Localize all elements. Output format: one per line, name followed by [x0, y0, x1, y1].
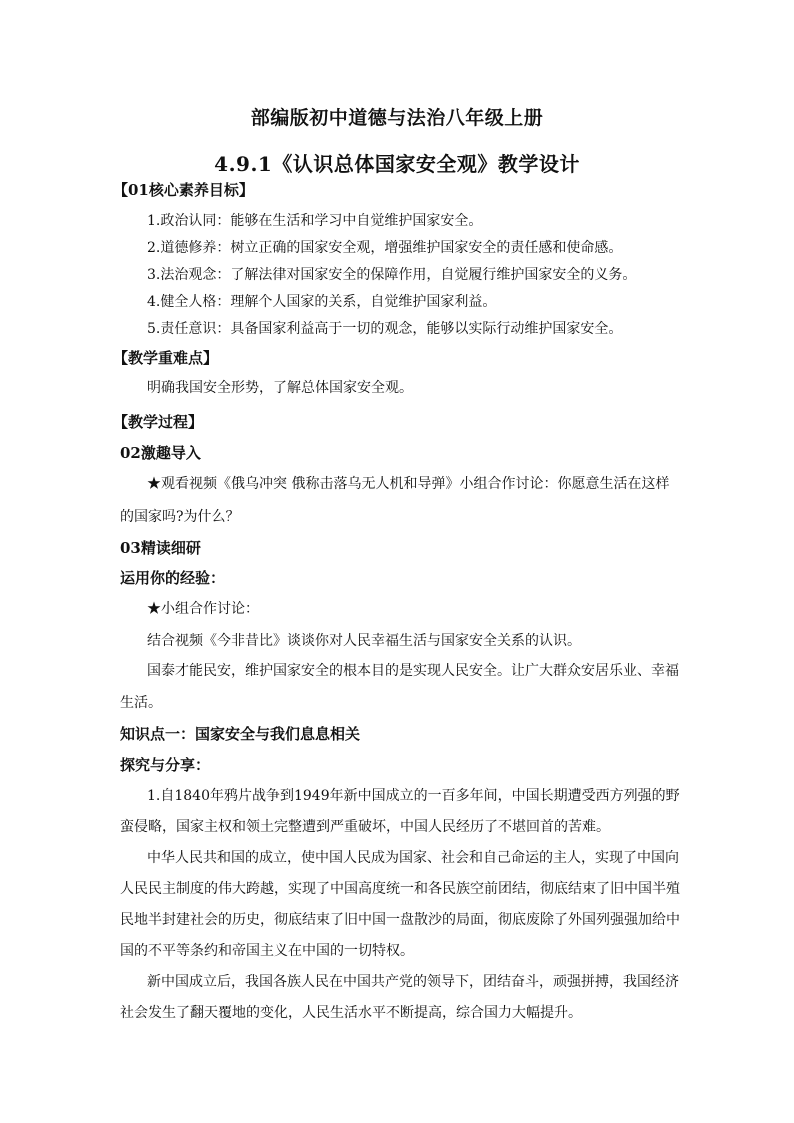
paragraph-1-line2: 蛮侵略，国家主权和领土完整遭到严重破坏，中国人民经历了不堪回首的苦难。 — [120, 819, 610, 835]
section-heading-introduction: 02激趣导入 — [120, 444, 201, 462]
safety-text-line2: 生活。 — [120, 695, 162, 711]
key-points-text: 明确我国安全形势，了解总体国家安全观。 — [147, 380, 413, 396]
safety-text-line1: 国泰才能民安，维护国家安全的根本目的是实现人民安全。让广大群众安居乐业、幸福 — [147, 663, 679, 679]
subheading-use-experience: 运用你的经验： — [120, 569, 226, 587]
goal-item-5: 5.责任意识：具备国家利益高于一切的观念，能够以实际行动维护国家安全。 — [147, 321, 623, 337]
document-subtitle: 4.9.1《认识总体国家安全观》教学设计 — [214, 152, 580, 176]
subheading-explore-share: 探究与分享： — [120, 756, 211, 774]
paragraph-2-line1: 中华人民共和国的成立，使中国人民成为国家、社会和自己命运的主人，实现了中国向 — [147, 850, 679, 866]
introduction-text-line1: ★观看视频《俄乌冲突 俄称击落乌无人机和导弹》小组合作讨论：你愿意生活在这样 — [147, 476, 670, 492]
knowledge-point-heading: 知识点一：国家安全与我们息息相关 — [120, 725, 361, 743]
paragraph-2-line3: 民地半封建社会的历史，彻底结束了旧中国一盘散沙的局面，彻底废除了外国列强强加给中 — [120, 912, 680, 928]
goal-item-1: 1.政治认同：能够在生活和学习中自觉维护国家安全。 — [147, 213, 483, 229]
discussion-text: 结合视频《今非昔比》谈谈你对人民幸福生活与国家安全关系的认识。 — [147, 633, 581, 649]
section-heading-key-points: 【教学重难点】 — [113, 349, 219, 367]
paragraph-2-line2: 人民民主制度的伟大跨越，实现了中国高度统一和各民族空前团结，彻底结束了旧中国半殖 — [120, 881, 680, 897]
paragraph-3-line1: 新中国成立后，我国各族人民在中国共产党的领导下，团结奋斗，顽强拼搏，我国经济 — [147, 974, 679, 990]
goal-item-3: 3.法治观念：了解法律对国家安全的保障作用，自觉履行维护国家安全的义务。 — [147, 267, 637, 283]
section-heading-core-goals: 【01核心素养目标】 — [113, 181, 254, 199]
section-heading-process: 【教学过程】 — [113, 413, 204, 431]
goal-item-4: 4.健全人格：理解个人国家的关系，自觉维护国家利益。 — [147, 294, 497, 310]
introduction-text-line2: 的国家吗?为什么？ — [120, 509, 240, 525]
paragraph-2-line4: 国的不平等条约和帝国主义在中国的一切特权。 — [120, 943, 414, 959]
goal-item-2: 2.道德修养：树立正确的国家安全观，增强维护国家安全的责任感和使命感。 — [147, 240, 623, 256]
document-title: 部编版初中道德与法治八年级上册 — [250, 107, 544, 129]
paragraph-3-line2: 社会发生了翻天覆地的变化，人民生活水平不断提高，综合国力大幅提升。 — [120, 1005, 582, 1021]
section-heading-close-reading: 03精读细研 — [120, 539, 201, 557]
group-discussion-label: ★小组合作讨论： — [147, 601, 259, 617]
paragraph-1-line1: 1.自1840年鸦片战争到1949年新中国成立的一百多年间，中国长期遭受西方列强的野 — [147, 788, 680, 804]
